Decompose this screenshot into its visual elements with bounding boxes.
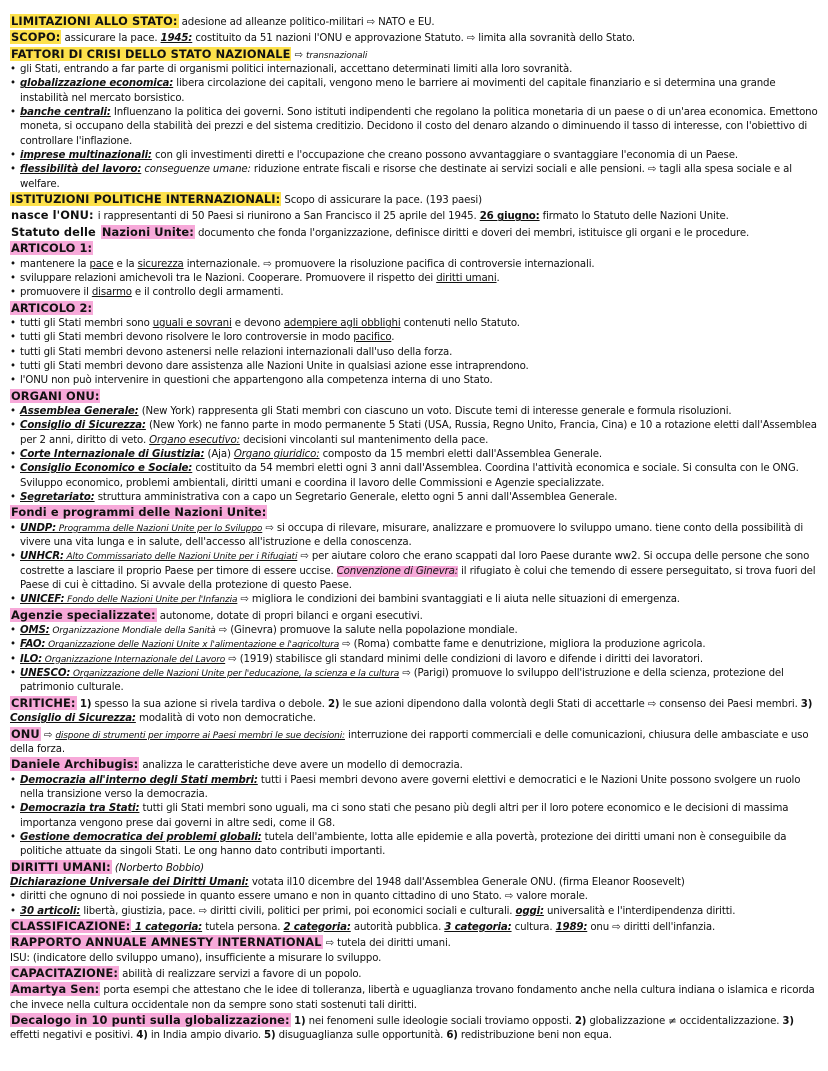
list-item: • Assemblea Generale: (New York) rappresenta gli Stati membri con ciascuno un voto. Discute temi di interesse generale e formula risoluzioni. — [10, 405, 818, 419]
list-item: • UNHCR: Alto Commissariato delle Nazioni Unite per i Rifugiati ⇨ per aiutare coloro che erano scappati dal loro Paese durante ww2. Si occupa delle persone che sono costrette a lasciare il proprio Paese per timore di essere uccise. Convenzione di Ginevra: il rifugiato è colui che temendo di essere perseguitato, si trova fuori del Paese di cui è cittadino. Si avvale della protezione di questo Paese. — [10, 550, 818, 593]
list-item: • promuovere il disarmo e il controllo degli armamenti. — [10, 286, 818, 300]
section-heading: RAPPORTO ANNUALE AMNESTY INTERNATIONAL — [11, 935, 322, 950]
section-heading: Nazioni Unite: — [101, 224, 194, 239]
section-heading: CLASSIFICAZIONE: — [11, 918, 131, 933]
fondi-heading-line — [10, 505, 818, 521]
list-item: • tutti gli Stati membri devono dare assistenza alle Nazioni Unite in qualsiasi azione esse intraprendono. — [10, 360, 818, 374]
list-item: • Consiglio di Sicurezza: (New York) ne fanno parte in modo permanente 5 Stati (USA, Russia, Regno Unito, Francia, Cina) e 10 a rotazione eletti dall'Assemblea per 2 anni, diritto di veto. Organo esecutivo: decisioni vincolanti sul mantenimento della pace. — [10, 419, 818, 448]
list-item: • banche centrali: Influenzano la politica dei governi. Sono istituti indipendenti che regolano la politica monetaria di un paese o di un'area economica. Emettono moneta, si occupano della stabilità dei prezzi e del sistema creditizio. Decidono il costo del denaro alzando o diminuendo il tasso di interesse, con l'obiettivo di controllare l'inflazione. — [10, 106, 818, 149]
isu-line: ISU: (indicatore dello sviluppo umano), insufficiente a misurare lo sviluppo. — [10, 952, 382, 964]
decalogo-line: Decalogo in 10 punti sulla globalizzazione: 1) nei fenomeni sulle ideologie sociali troviamo opposti. 2) globalizzazione ≠ occidentalizzazione. 3) effetti negativi e positivi. 4) in India ampio divario. 5) disuguaglianza sulle opportunità. 6) redistribuzione beni non equa. — [10, 1013, 794, 1042]
critiche-line: CRITICHE: 1) spesso la sua azione si rivela tardiva o debole. 2) le sue azioni dipendono dalla volontà degli Stati di accettarle ⇨ consenso dei Paesi membri. 3) Consiglio di Sicurezza: modalità di voto non democratiche. — [10, 695, 813, 725]
articolo2-heading-line — [10, 301, 818, 317]
section-heading: SCOPO: — [11, 30, 61, 45]
list-item: • gli Stati, entrando a far parte di organismi politici internazionali, accettano determinati limiti alla loro sovranità. — [10, 63, 818, 77]
list-item: • UNICEF: Fondo delle Nazioni Unite per l'Infanzia ⇨ migliora le condizioni dei bambini svantaggiati e li aiuta nelle situazioni di emergenza. — [10, 593, 818, 607]
onu-line: ONU ⇨ dispone di strumenti per imporre ai Paesi membri le sue decisioni: interruzione dei rapporti commerciali e delle comunicazioni, chiusura delle ambasciate e uso della forza. — [10, 726, 809, 755]
istituzioni-line: ISTITUZIONI POLITICHE INTERNAZIONALI: Scopo di assicurare la pace. (193 paesi) — [11, 192, 482, 207]
list-item: • OMS: Organizzazione Mondiale della Sanità ⇨ (Ginevra) promuove la salute nella popolazione mondiale. — [10, 624, 818, 638]
section-heading: FATTORI DI CRISI DELLO STATO NAZIONALE — [11, 46, 291, 61]
section-heading: nasce l'ONU: — [11, 208, 94, 223]
list-item: • flessibilità del lavoro: conseguenze umane: riduzione entrate fiscali e risorse che destinate ai servizi sociali e alle pensioni. ⇨ tagli alla spesa sociale e al welfare. — [10, 163, 818, 192]
capacitazione-line: CAPACITAZIONE: abilità di realizzare servizi a favore di un popolo. — [11, 966, 362, 980]
list-item: • Democrazia tra Stati: tutti gli Stati membri sono uguali, ma ci sono stati che pesano più degli altri per il loro potere economico e le decisioni di massima importanza vengono prese dai governi in altre sedi, come il G8. — [10, 802, 818, 831]
section-heading: ARTICOLO 1: — [11, 241, 93, 256]
list-item: • Gestione democratica dei problemi globali: tutela dell'ambiente, lotta alle epidemie e alla povertà, protezione dei diritti umani non è conseguibile da politiche attuate da singoli Stati. Le ong hanno dato contributi importanti. — [10, 831, 818, 860]
list-item: • Segretariato: struttura amministrativa con a capo un Segretario Generale, eletto ogni 5 anni dall'Assemblea Generale. — [10, 491, 818, 505]
list-item: • l'ONU non può intervenire in questioni che appartengono alla competenza interna di uno Stato. — [10, 374, 818, 388]
section-heading: CAPACITAZIONE: — [11, 966, 119, 980]
list-item: • tutti gli Stati membri devono astenersi nelle relazioni internazionali dall'uso della forza. — [10, 346, 818, 360]
list-item: • mantenere la pace e la sicurezza internazionale. ⇨ promuovere la risoluzione pacifica di controversie internazionali. — [10, 258, 818, 272]
list-item: • sviluppare relazioni amichevoli tra le Nazioni. Cooperare. Promuovere il rispetto dei diritti umani. — [10, 272, 818, 286]
section-heading: Statuto delle — [11, 224, 100, 239]
section-heading: ONU — [11, 726, 40, 741]
list-item: • diritti che ognuno di noi possiede in quanto essere umano e non in quanto cittadino di uno Stato. ⇨ valore morale. — [10, 890, 818, 904]
articolo1-heading-line — [10, 241, 818, 257]
section-heading: ARTICOLO 2: — [11, 300, 93, 315]
section-heading: ORGANI ONU: — [11, 388, 100, 403]
list-item: • tutti gli Stati membri sono uguali e sovrani e devono adempiere agli obblighi contenuti nello Statuto. — [10, 317, 818, 331]
fattori-heading-line: FATTORI DI CRISI DELLO STATO NAZIONALE ⇨ transnazionali — [11, 46, 368, 61]
section-heading: CRITICHE: — [11, 695, 76, 710]
list-item: • globalizzazione economica: libera circolazione dei capitali, vengono meno le barriere ai movimenti del capitale finanziario e si determina una grande instabilità nel mercato borsistico. — [10, 77, 818, 106]
scopo-line: SCOPO: assicurare la pace. 1945: costituito da 51 nazioni l'ONU e approvazione Statuto. ⇨ limita alla sovranità dello Stato. — [11, 30, 636, 45]
list-item: • UNESCO: Organizzazione delle Nazioni Unite per l'educazione, la scienza e la cultura ⇨ (Parigi) promuove lo sviluppo dell'istruzione e della scienza, protezione del patrimonio culturale. — [10, 667, 818, 696]
sen-line: Amartya Sen: porta esempi che attestano che le idee di tolleranza, libertà e uguaglianza trovano fondamento anche nella cultura indiana o islamica e ricorda che invece nella cultura occidentale non da sempre sono stati sostenuti tali diritti. — [10, 982, 815, 1011]
list-item: • FAO: Organizzazione delle Nazioni Unite x l'alimentazione e l'agricoltura ⇨ (Roma) combatte fame e denutrizione, migliora la produzione agricola. — [10, 638, 818, 652]
list-item: • 30 articoli: libertà, giustizia, pace. ⇨ diritti civili, politici per primi, poi economici sociali e culturali. oggi: universalità e l'interdipendenza diritti. — [10, 905, 818, 919]
section-heading: Amartya Sen: — [11, 982, 100, 997]
section-heading: Agenzie specializzate: — [11, 607, 156, 622]
section-heading: DIRITTI UMANI: — [11, 859, 111, 874]
limitazioni-line: LIMITAZIONI ALLO STATO: adesione ad alleanze politico-militari ⇨ NATO e EU. — [11, 14, 435, 28]
section-heading: LIMITAZIONI ALLO STATO: — [11, 14, 178, 28]
list-item: • Democrazia all'interno degli Stati membri: tutti i Paesi membri devono avere governi elettivi e democratici e le Nazioni Unite possono svolgere un ruolo nella transizione verso la democrazia. — [10, 774, 818, 803]
list-item: • UNDP: Programma delle Nazioni Unite per lo Sviluppo ⇨ si occupa di rilevare, misurare, analizzare e promuovere lo sviluppo umano. tiene conto della possibilità di vivere una vita lunga e in salute, dell'accesso all'istruzione e della conoscenza. — [10, 522, 818, 551]
statuto-line: Statuto delle Nazioni Unite: documento che fonda l'organizzazione, definisce diritti e doveri dei membri, istituisce gli organi e le procedure. — [11, 224, 750, 239]
list-item: • tutti gli Stati membri devono risolvere le loro controversie in modo pacifico. — [10, 331, 818, 345]
dichiarazione-line: Dichiarazione Universale dei Diritti Umani: votata il10 dicembre del 1948 dall'Assemblea Generale ONU. (firma Eleanor Roosevelt) — [10, 876, 685, 888]
nasce-line: nasce l'ONU: i rappresentanti di 50 Paesi si riunirono a San Francisco il 25 aprile del 1945. 26 giugno: firmato lo Statuto delle Nazioni Unite. — [11, 208, 729, 223]
section-heading: Decalogo in 10 punti sulla globalizzazione: — [11, 1013, 290, 1028]
section-heading: ISTITUZIONI POLITICHE INTERNAZIONALI: — [11, 192, 281, 207]
section-heading: Daniele Archibugis: — [11, 757, 139, 772]
classificazione-line: CLASSIFICAZIONE: 1 categoria: tutela persona. 2 categoria: autorità pubblica. 3 categoria: cultura. 1989: onu ⇨ diritti dell'infanzia. — [11, 918, 716, 933]
list-item: • imprese multinazionali: con gli investimenti diretti e l'occupazione che creano possono avvantaggiare o svantaggiare l'economia di un Paese. — [10, 149, 818, 163]
list-item: • Consiglio Economico e Sociale: costituito da 54 membri eletti ogni 3 anni dall'Assemblea. Coordina l'attività economica e sociale. Si consulta con le ONG. Sviluppo economico, problemi ambientali, diritti umani e coordina il lavoro delle Commissioni e Agenzie specializzate. — [10, 462, 818, 491]
organi-heading-line — [10, 389, 818, 405]
agenzie-heading-line: Agenzie specializzate: autonome, dotate di propri bilanci e organi esecutivi. — [11, 607, 423, 622]
list-item: • ILO: Organizzazione Internazionale del Lavoro ⇨ (1919) stabilisce gli standard minimi delle condizioni di lavoro e difende i diritti dei lavoratori. — [10, 653, 818, 667]
list-item: • Corte Internazionale di Giustizia: (Aja) Organo giuridico: composto da 15 membri eletti dall'Assemblea Generale. — [10, 448, 818, 462]
section-heading: Fondi e programmi delle Nazioni Unite: — [11, 505, 267, 520]
rapporto-line: RAPPORTO ANNUALE AMNESTY INTERNATIONAL ⇨ tutela dei diritti umani. — [11, 935, 451, 950]
archibugi-heading-line: Daniele Archibugis: analizza le caratteristiche deve avere un modello di democrazia. — [11, 757, 463, 772]
diritti-heading-line: DIRITTI UMANI: (Norberto Bobbio) — [11, 859, 204, 874]
